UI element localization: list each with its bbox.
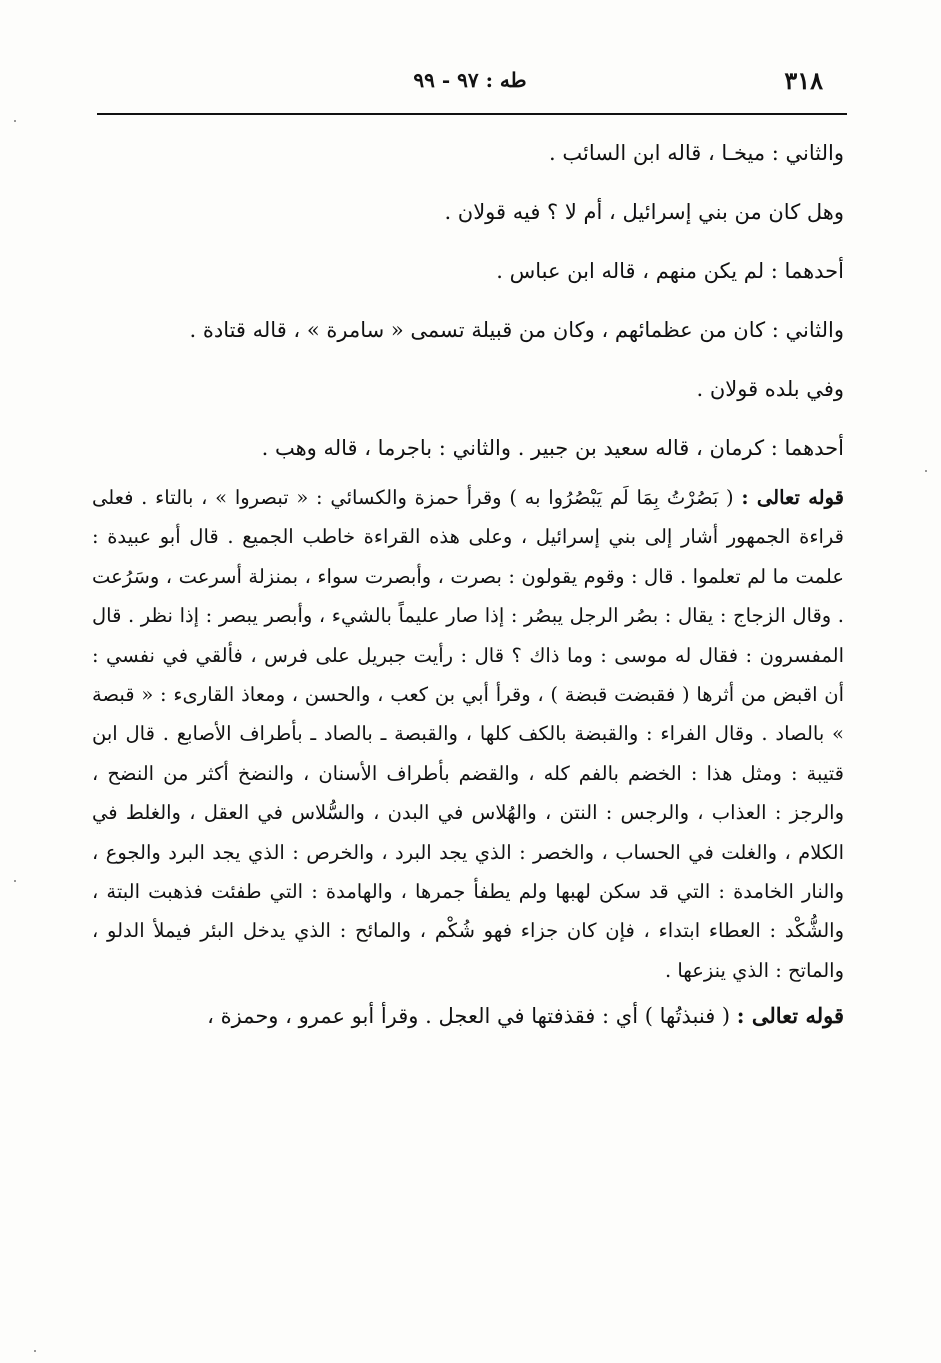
paragraph-6-text: أحدهما : كرمان ، قاله سعيد بن جبير . والثاني : باجرما ، قاله وهب . [261,436,844,460]
scan-speck [34,1350,36,1352]
page-number: ٣١٨ [784,66,823,95]
header-rule [97,113,847,115]
scan-speck [14,880,16,882]
paragraph-7-lead: قوله تعالى : [741,486,844,509]
paragraph-5 [92,360,844,419]
scan-speck [14,120,16,122]
paragraph-7 [92,478,844,990]
paragraph-8-lead: قوله تعالى : [736,1003,844,1029]
paragraph-8-text: ( فنبذتُها ) أي : فقذفتها في العجل . وقرأ أبو عمرو ، وحمزة ، [207,1004,731,1029]
paragraph-3-text: أحدهما : لم يكن منهم ، قاله ابن عباس . [496,259,844,283]
paragraph-4-text: والثاني : كان من عظمائهم ، وكان من قبيلة تسمى « سامرة » ، قاله قتادة . [189,318,844,342]
paragraph-3 [92,242,844,301]
paragraph-2-text: وهل كان من بني إسرائيل ، أم لا ؟ فيه قولان . [444,200,844,224]
scan-speck [925,470,927,472]
page-header [95,62,845,102]
paragraph-2 [92,183,844,242]
paragraph-7-text: ( بَصُرْتُ بِمَا لَم يَبْصُرُوا به ) وقرأ حمزة والكسائي : « تبصروا » ، بالتاء . فعلى قراءة الجمهور أشار إلى بني إسرائيل ، وعلى هذه القراءة خاطب الجميع . قال أبو عبيدة : علمت ما لم تعلموا . قال : وقوم يقولون : بصرت ، وأبصرت سواء ، بمنزلة أسرعت ، وسَرُعت . وقال الزجاج : يقال : بصُر الرجل يبصُر : إذا صار عليماً بالشيء ، وأبصر يبصر : إذا نظر . قال المفسرون : فقال له موسى : وما ذاك ؟ قال : رأيت جبريل على فرس ، فألقي في نفسي : أن اقبض من أثرها ( فقبضت قبضة ) ، وقرأ أبي بن كعب ، والحسن ، ومعاذ القارىء : « قبصة » بالصاد . وقال الفراء : والقبضة بالكف كلها ، والقبصة ـ بالصاد ـ بأطراف الأصابع . قال ابن قتيبة : ومثل هذا : الخضم بالفم كله ، والقضم بأطراف الأسنان ، والنضخ أكثر من النضح ، والرجز : العذاب ، والرجس : النتن ، والهُلاس في البدن ، والسُّلاس في العقل ، والغلط في الكلام ، والغلت في الحساب ، والخصر : الذي يجد البرد ، والخرص : الذي يجد البرد والجوع ، والنار الخامدة : التي قد سكن لهبها ولم يطفأ جمرها ، والهامدة : التي طفئت فذهبت البتة ، والشُّكْد : العطاء ابتداء ، فإن كان جزاء فهو شُكْم ، والمائح : الذي يدخل البئر فيملأ الدلو ، والماتح : الذي ينزعها . [92,486,844,982]
paragraph-5-text: وفي بلده قولان . [696,377,844,401]
body-text [92,124,844,1042]
paragraph-4 [92,301,844,360]
paragraph-1-text: والثاني : ميخـا ، قاله ابن السائب . [549,141,844,165]
paragraph-6 [92,419,844,478]
paragraph-1 [92,124,844,183]
paragraph-8 [92,990,844,1042]
running-head: طه : ٩٧ - ٩٩ [413,68,527,92]
